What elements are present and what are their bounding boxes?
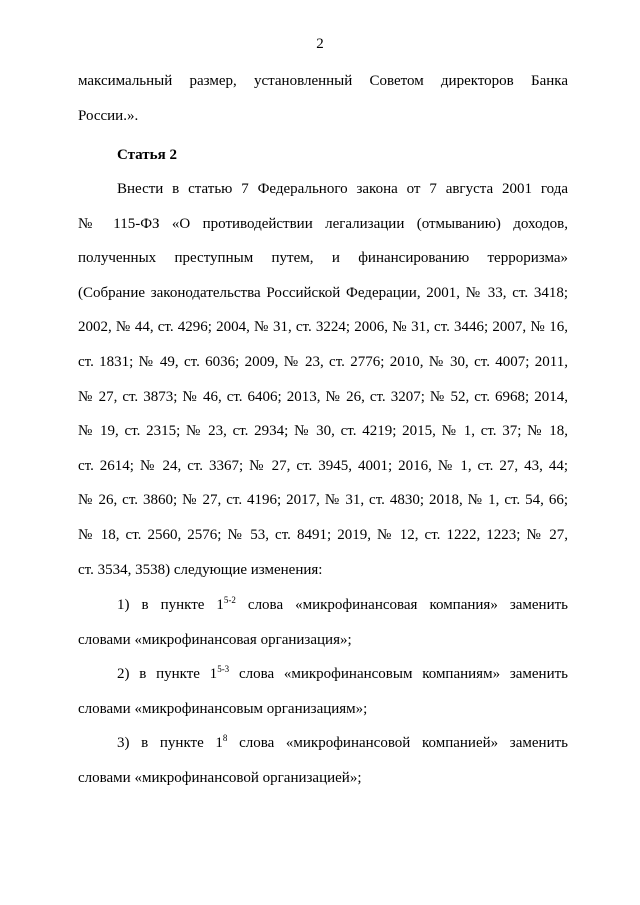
item-text: слова «микрофинансовым компаниям» заменить [229,666,568,683]
item-text: 3) в пункте 1 [117,735,223,752]
superscript: 5-2 [223,595,236,605]
text-line: (Собрание законодательства Российской Федерации, 2001, № 33, ст. 3418; [78,284,568,301]
item-text: слова «микрофинансовой компанией» заменить [227,735,568,752]
text-line: словами «микрофинансовым организациям»; [78,700,368,717]
text-line: № 18, ст. 2560, 2576; № 53, ст. 8491; 2019, № 12, ст. 1222, 1223; № 27, [78,526,568,543]
text-line: № 27, ст. 3873; № 46, ст. 6406; 2013, № 26, ст. 3207; № 52, ст. 6968; 2014, [78,388,568,405]
superscript: 5-3 [217,664,230,675]
text-line: № 115-ФЗ «О противодействии легализации (отмыванию) доходов, [78,215,568,232]
text-line: ст. 1831; № 49, ст. 6036; 2009, № 23, ст. 2776; 2010, № 30, ст. 4007; 2011, [78,353,568,370]
text-line: ст. 2614; № 24, ст. 3367; № 27, ст. 3945, 4001; 2016, № 1, ст. 27, 43, 44; [78,457,568,474]
intro-paragraph [78,64,568,133]
text-line: полученных преступным путем, и финансированию терроризма» [78,250,568,267]
text-line: России.». [78,107,139,124]
amendment-list [78,588,568,796]
amendment-item [78,726,568,795]
text-line: словами «микрофинансовой организацией»; [78,769,362,786]
item-text: 1) в пункте 1 [117,597,224,613]
text-line: № 19, ст. 2315; № 23, ст. 2934; № 30, ст. 4219; 2015, № 1, ст. 37; № 18, [78,423,568,440]
page-number: 2 [316,36,324,52]
article-paragraph [78,172,568,587]
text-line [78,657,568,692]
amendment-item [78,588,568,657]
text-line [78,726,568,761]
text-line: ст. 3534, 3538) следующие изменения: [78,561,323,578]
text-line: словами «микрофинансовая организация»; [78,631,352,648]
text-line: максимальный размер, установленный Советом директоров Банка [78,73,568,89]
text-line: Внести в статью 7 Федерального закона от 7 августа 2001 года [117,181,568,197]
item-text: 2) в пункте 1 [117,666,218,683]
article-heading-block [78,138,568,173]
text-line [78,588,568,623]
article-heading: Статья 2 [117,147,177,163]
superscript: 8 [222,733,228,744]
text-line: № 26, ст. 3860; № 27, ст. 4196; 2017, № 31, ст. 4830; 2018, № 1, ст. 54, 66; [78,492,568,509]
item-text: слова «микрофинансовая компания» заменить [235,597,569,613]
text-line: 2002, № 44, ст. 4296; 2004, № 31, ст. 3224; 2006, № 31, ст. 3446; 2007, № 16, [78,319,568,336]
amendment-item [78,657,568,726]
